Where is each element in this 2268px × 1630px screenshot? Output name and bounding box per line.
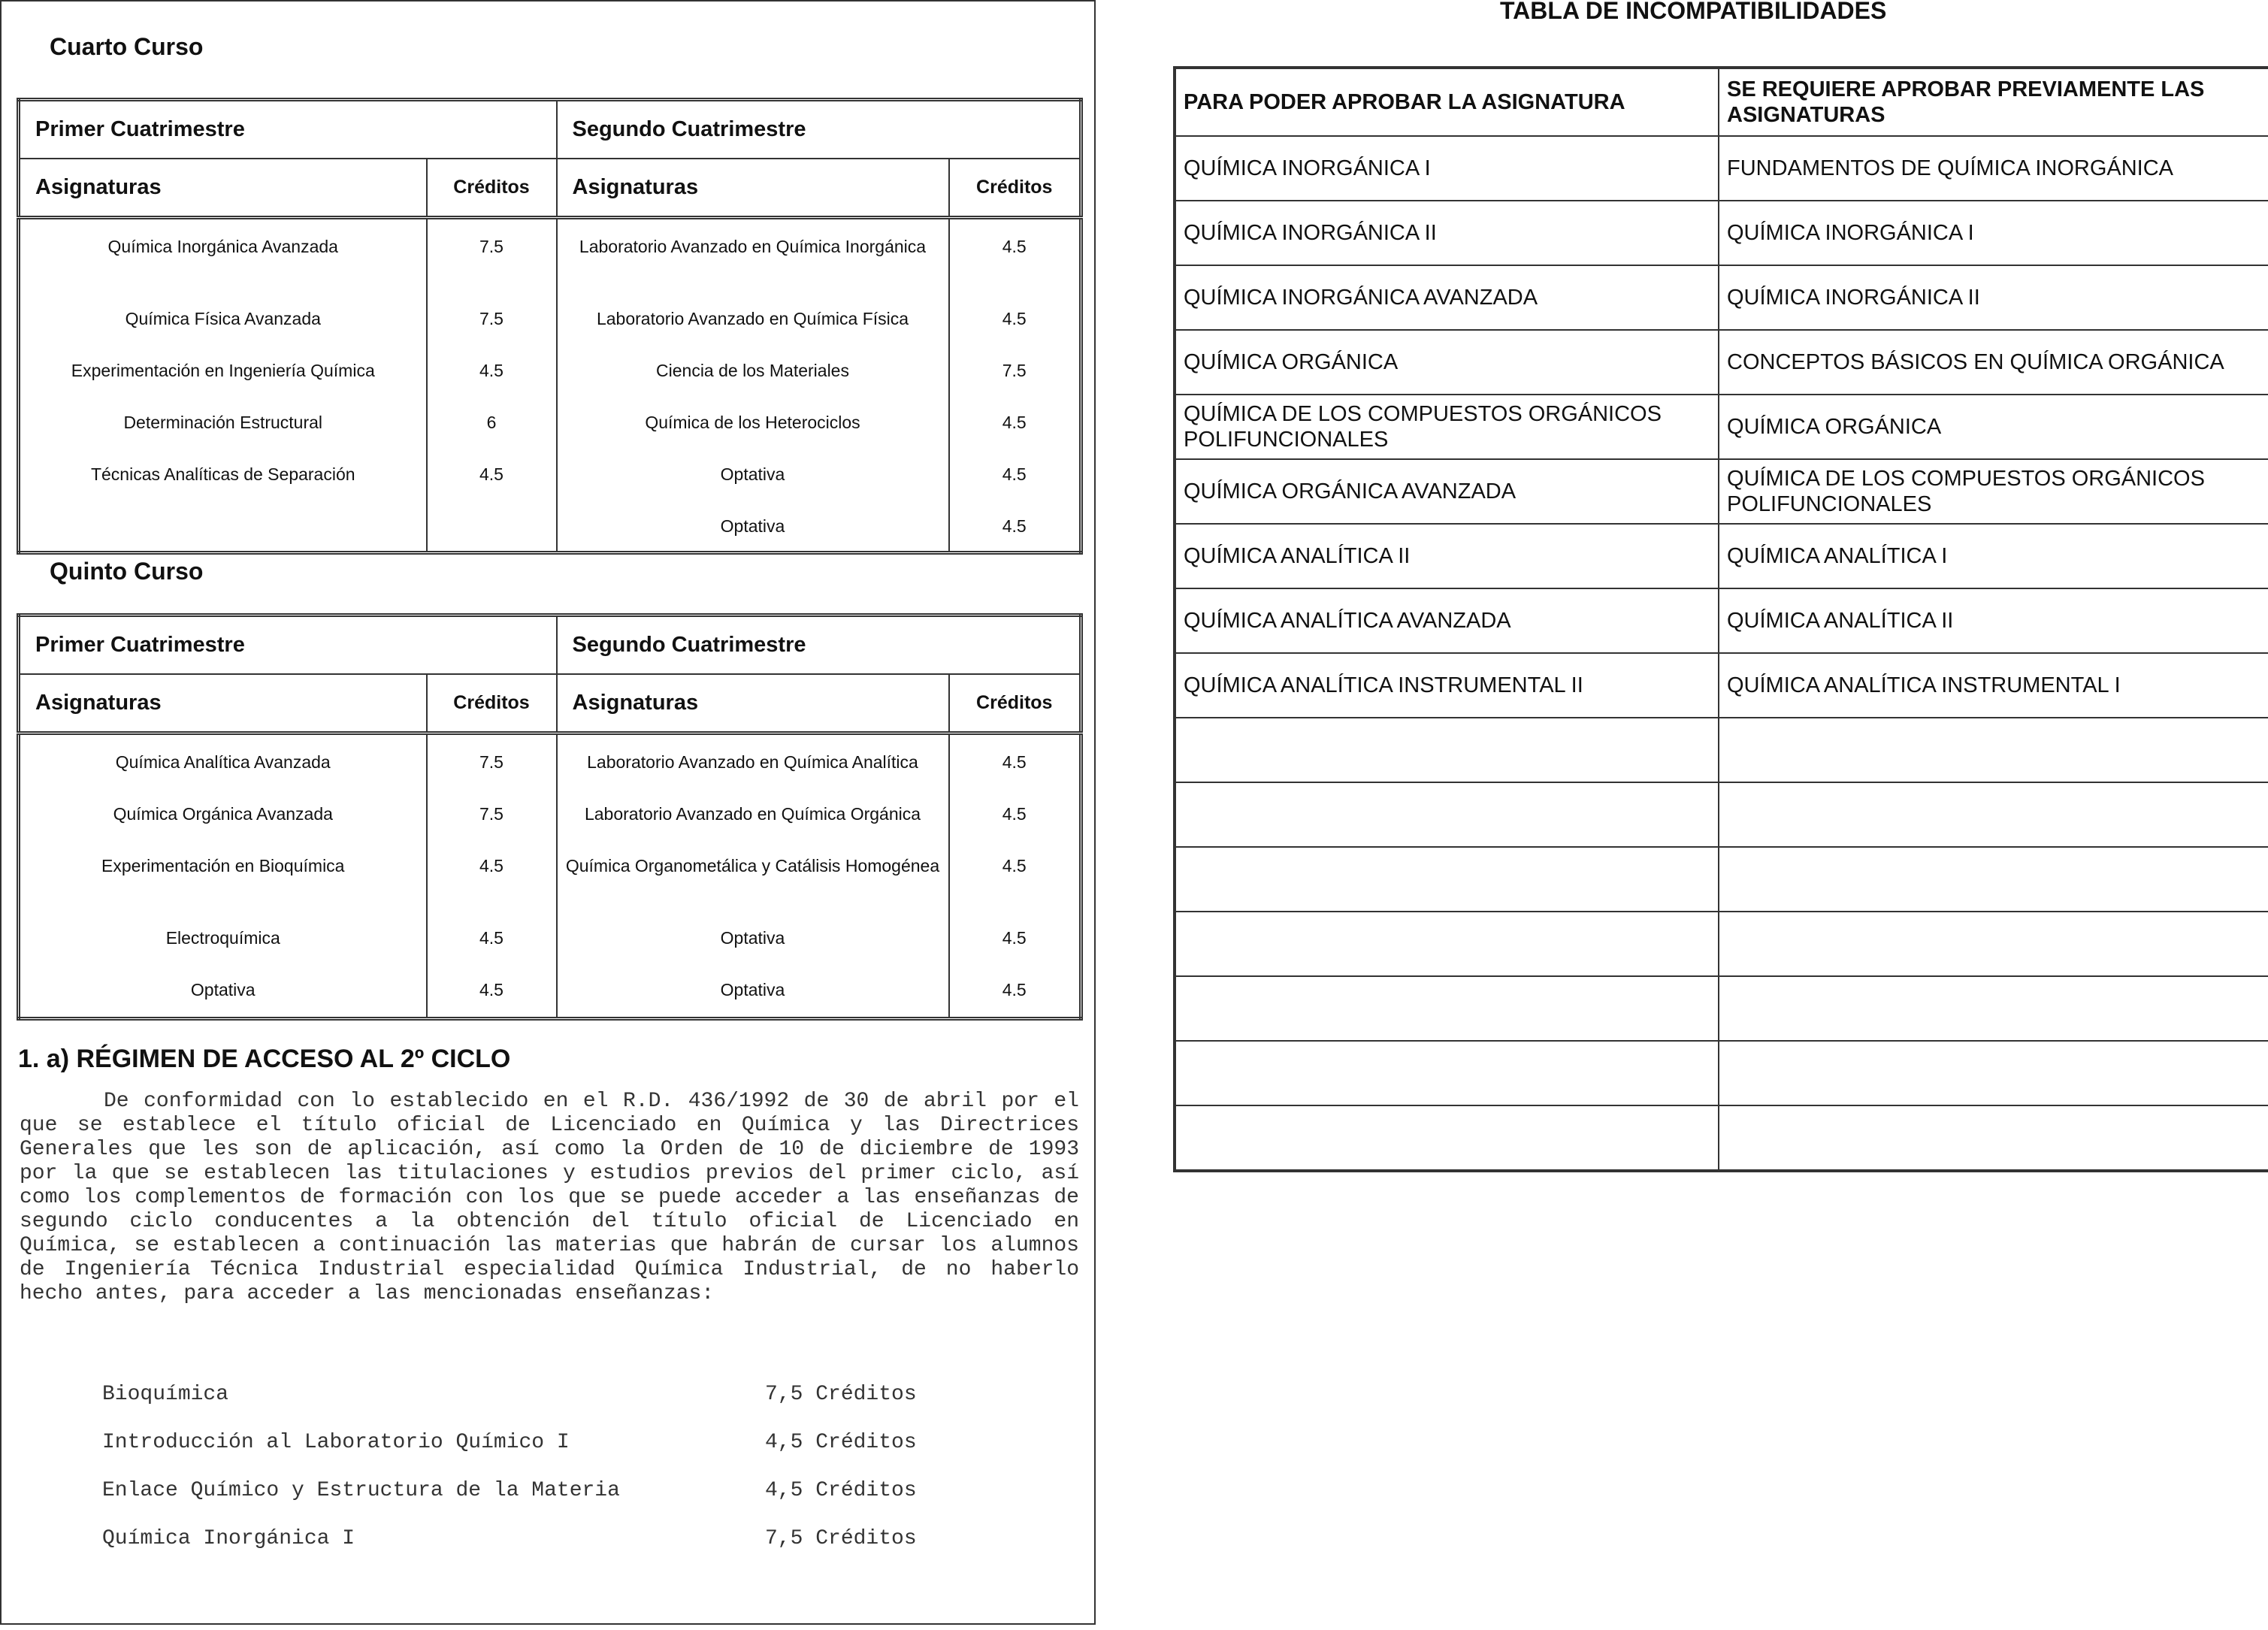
incompatibility-row <box>1175 395 2268 459</box>
subject-to-pass: QUÍMICA ORGÁNICA <box>1175 330 1719 395</box>
subject-list <box>558 219 948 551</box>
incompatibility-row <box>1175 718 2268 782</box>
subject-name: Química Orgánica Avanzada <box>113 804 333 824</box>
subject-credits: 4.5 <box>479 464 503 484</box>
subject-list <box>20 735 426 1015</box>
prerequisite-subject <box>1719 1041 2268 1105</box>
prerequisite-subject <box>1719 912 2268 976</box>
required-subjects-list <box>102 1383 929 1575</box>
subject-credits: 7.5 <box>479 804 503 824</box>
subject-credits: 4.5 <box>1002 856 1027 875</box>
subject-name: Optativa <box>720 464 785 484</box>
col-creditos-header: Créditos <box>427 674 557 733</box>
subject-credits: 4.5 <box>1002 309 1027 328</box>
semester2-header: Segundo Cuatrimestre <box>557 615 1081 675</box>
required-subject-name: Introducción al Laboratorio Químico I <box>102 1431 570 1454</box>
subject-credits: 4.5 <box>1002 804 1027 824</box>
subject-to-pass: QUÍMICA INORGÁNICA I <box>1175 136 1719 201</box>
prerequisite-subject: QUÍMICA ORGÁNICA <box>1719 395 2268 459</box>
credit-list <box>950 735 1080 1015</box>
subject-name: Electroquímica <box>165 928 280 948</box>
incompatibility-row <box>1175 847 2268 912</box>
subject-name: Determinación Estructural <box>123 413 323 432</box>
subject-name: Química Física Avanzada <box>125 309 321 328</box>
incompatibility-row <box>1175 330 2268 395</box>
required-subject-row <box>102 1431 929 1479</box>
subject-name: Química Organometálica y Catálisis Homogénea <box>565 856 940 875</box>
subject-credits: 7.5 <box>479 309 503 328</box>
subject-credits: 7.5 <box>479 237 503 256</box>
subject-name: Química Inorgánica Avanzada <box>107 237 338 256</box>
subject-credits: 4.5 <box>1002 928 1027 948</box>
prerequisite-subject <box>1719 782 2268 847</box>
incompatibility-row <box>1175 524 2268 588</box>
required-subject-name: Bioquímica <box>102 1383 229 1406</box>
prerequisite-subject: QUÍMICA INORGÁNICA I <box>1719 201 2268 265</box>
subject-name: Química Analítica Avanzada <box>115 752 331 772</box>
subject-credits: 4.5 <box>1002 980 1027 999</box>
semester1-header: Primer Cuatrimestre <box>19 100 557 159</box>
subject-to-pass: QUÍMICA ANALÍTICA INSTRUMENTAL II <box>1175 653 1719 718</box>
subject-to-pass <box>1175 912 1719 976</box>
subject-credits: 4.5 <box>1002 237 1027 256</box>
incompatibility-row <box>1175 912 2268 976</box>
subject-list <box>20 219 426 499</box>
incompatibility-row <box>1175 976 2268 1041</box>
subject-to-pass: QUÍMICA ANALÍTICA II <box>1175 524 1719 588</box>
col-creditos-header: Créditos <box>949 674 1081 733</box>
subject-credits: 4.5 <box>479 980 503 999</box>
subject-name: Optativa <box>720 980 785 999</box>
subject-credits: 6 <box>486 413 497 432</box>
required-subject-credits: 4,5 Créditos <box>765 1479 917 1502</box>
subject-name: Experimentación en Ingeniería Química <box>71 361 375 380</box>
incompatibility-row <box>1175 1041 2268 1105</box>
col-creditos-header: Créditos <box>427 159 557 218</box>
incompatibility-row <box>1175 782 2268 847</box>
prerequisite-subject <box>1719 718 2268 782</box>
subject-name: Laboratorio Avanzado en Química Física <box>596 309 909 328</box>
required-subject-credits: 7,5 Créditos <box>765 1527 917 1550</box>
credit-list <box>428 219 556 499</box>
subject-name: Laboratorio Avanzado en Química Analítica <box>587 752 918 772</box>
cuarto-curso-table <box>17 98 1083 555</box>
required-subject-credits: 7,5 Créditos <box>765 1383 917 1406</box>
subject-to-pass <box>1175 847 1719 912</box>
subject-to-pass <box>1175 782 1719 847</box>
subject-to-pass: QUÍMICA ORGÁNICA AVANZADA <box>1175 459 1719 524</box>
incompatibility-table <box>1173 66 2268 1172</box>
subject-name: Laboratorio Avanzado en Química Orgánica <box>584 804 921 824</box>
subject-to-pass <box>1175 1041 1719 1105</box>
subject-name: Optativa <box>720 516 785 536</box>
subject-credits: 4.5 <box>479 928 503 948</box>
prerequisite-subject: QUÍMICA INORGÁNICA II <box>1719 265 2268 330</box>
access-regime-heading: 1. a) RÉGIMEN DE ACCESO AL 2º CICLO <box>18 1045 511 1073</box>
semester2-header: Segundo Cuatrimestre <box>557 100 1081 159</box>
prerequisite-subject <box>1719 1105 2268 1171</box>
subject-list <box>558 735 948 1015</box>
subject-credits: 7.5 <box>479 752 503 772</box>
col-asignaturas-header: Asignaturas <box>19 674 427 733</box>
col-creditos-header: Créditos <box>949 159 1081 218</box>
subject-name: Química de los Heterociclos <box>645 413 860 432</box>
prerequisite-subject: QUÍMICA DE LOS COMPUESTOS ORGÁNICOS POLIFUNCIONALES <box>1719 459 2268 524</box>
access-regime-paragraph: De conformidad con lo establecido en el R.D. 436/1992 de 30 de abril por el que se establece el título oficial de Licenciado en Química y las Directrices Generales que les son de aplicación, así como la Orden de 10 de diciembre de 1993 por la que se establecen las titulaciones y estudios previos del primer ciclo, así como los complementos de formación con los que se puede acceder a las enseñanzas de segundo ciclo conducentes a la obtención del título oficial de Licenciado en Química, se establecen a continuación las materias que habrán de cursar los alumnos de Ingeniería Técnica Industrial especialidad Química Industrial, de no haberlo hecho antes, para acceder a las mencionadas enseñanzas: <box>20 1090 1079 1305</box>
prerequisite-subject: FUNDAMENTOS DE QUÍMICA INORGÁNICA <box>1719 136 2268 201</box>
subject-to-pass: QUÍMICA INORGÁNICA II <box>1175 201 1719 265</box>
subject-name: Ciencia de los Materiales <box>656 361 849 380</box>
subject-to-pass <box>1175 1105 1719 1171</box>
semester1-header: Primer Cuatrimestre <box>19 615 557 675</box>
subject-credits: 4.5 <box>1002 752 1027 772</box>
quinto-curso-table <box>17 613 1083 1021</box>
subject-credits: 4.5 <box>479 856 503 875</box>
credit-list <box>950 219 1080 551</box>
subject-credits: 4.5 <box>479 361 503 380</box>
subject-credits: 4.5 <box>1002 516 1027 536</box>
prerequisite-subject: QUÍMICA ANALÍTICA II <box>1719 588 2268 653</box>
incompatibility-row <box>1175 265 2268 330</box>
required-subject-credits: 4,5 Créditos <box>765 1431 917 1454</box>
subject-to-pass: QUÍMICA DE LOS COMPUESTOS ORGÁNICOS POLIFUNCIONALES <box>1175 395 1719 459</box>
credit-list <box>428 735 556 1015</box>
quinto-curso-title: Quinto Curso <box>50 558 204 585</box>
subject-to-pass: QUÍMICA ANALÍTICA AVANZADA <box>1175 588 1719 653</box>
incompatibility-table-title: TABLA DE INCOMPATIBILIDADES <box>1500 0 1887 24</box>
incompatibility-row <box>1175 653 2268 718</box>
subject-name: Experimentación en Bioquímica <box>101 856 345 875</box>
prerequisite-subject: QUÍMICA ANALÍTICA I <box>1719 524 2268 588</box>
col-asignaturas-header: Asignaturas <box>19 159 427 218</box>
col-asignaturas-header: Asignaturas <box>557 159 949 218</box>
subject-to-pass: QUÍMICA INORGÁNICA AVANZADA <box>1175 265 1719 330</box>
required-subject-row <box>102 1527 929 1575</box>
subject-credits: 7.5 <box>1002 361 1027 380</box>
header-pass-subject: PARA PODER APROBAR LA ASIGNATURA <box>1175 68 1719 136</box>
col-asignaturas-header: Asignaturas <box>557 674 949 733</box>
required-subject-name: Enlace Químico y Estructura de la Materia <box>102 1479 620 1502</box>
incompatibility-row <box>1175 201 2268 265</box>
header-prerequisite-subjects: SE REQUIERE APROBAR PREVIAMENTE LAS ASIGNATURAS <box>1719 68 2268 136</box>
subject-to-pass <box>1175 976 1719 1041</box>
subject-credits: 4.5 <box>1002 464 1027 484</box>
subject-name: Técnicas Analíticas de Separación <box>90 464 355 484</box>
incompatibility-row <box>1175 459 2268 524</box>
required-subject-name: Química Inorgánica I <box>102 1527 355 1550</box>
subject-name: Optativa <box>720 928 785 948</box>
incompatibility-row <box>1175 136 2268 201</box>
prerequisite-subject: CONCEPTOS BÁSICOS EN QUÍMICA ORGÁNICA <box>1719 330 2268 395</box>
prerequisite-subject <box>1719 976 2268 1041</box>
cuarto-curso-title: Cuarto Curso <box>50 33 204 60</box>
prerequisite-subject <box>1719 847 2268 912</box>
subject-name: Optativa <box>190 980 256 999</box>
required-subject-row <box>102 1383 929 1431</box>
subject-credits: 4.5 <box>1002 413 1027 432</box>
incompatibility-row <box>1175 1105 2268 1171</box>
subject-to-pass <box>1175 718 1719 782</box>
incompatibility-row <box>1175 588 2268 653</box>
subject-name: Laboratorio Avanzado en Química Inorgánica <box>579 237 927 256</box>
prerequisite-subject: QUÍMICA ANALÍTICA INSTRUMENTAL I <box>1719 653 2268 718</box>
required-subject-row <box>102 1479 929 1527</box>
